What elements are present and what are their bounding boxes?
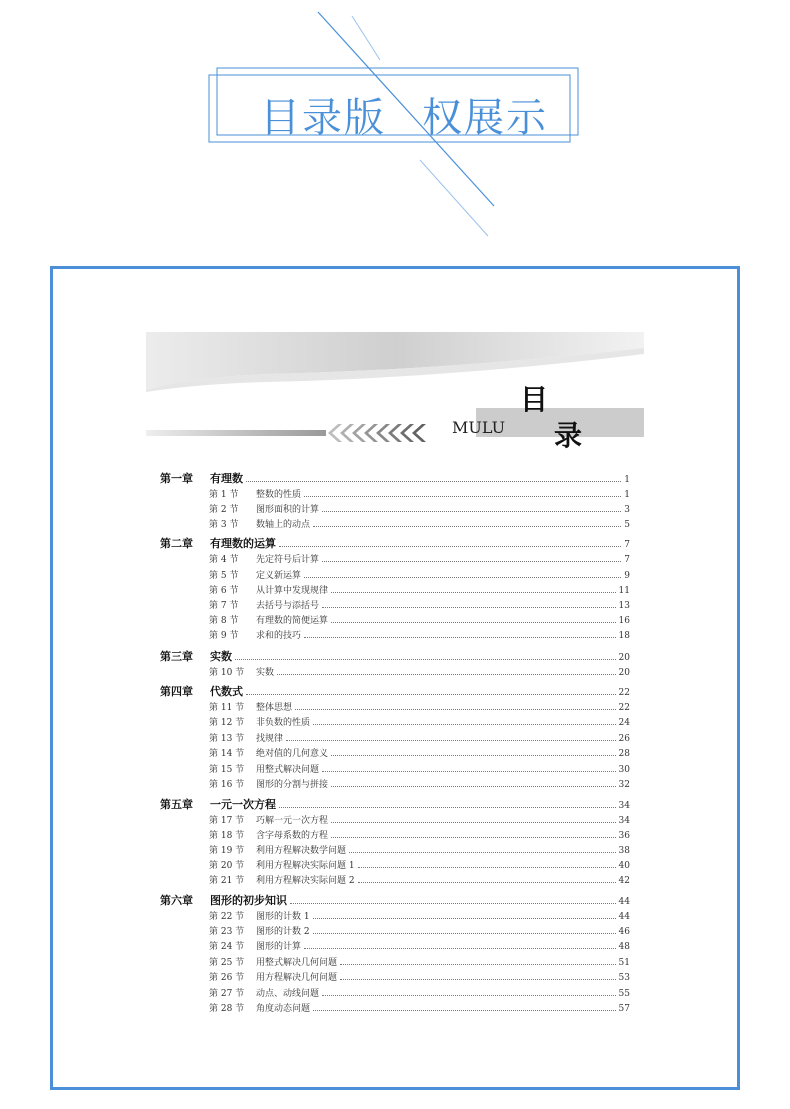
- toc-section-row: [209, 746, 630, 759]
- toc-leader-dots: [331, 785, 616, 787]
- toc-entry-number: 第 27 节: [209, 989, 245, 999]
- toc-page-number: 57: [618, 1004, 630, 1014]
- toc-leader-dots: [340, 963, 616, 965]
- toc-entry-title: 有理数: [210, 472, 243, 485]
- toc-section-row: [209, 731, 630, 744]
- title-left: 目录版: [260, 95, 386, 141]
- toc-leader-dots: [340, 978, 616, 980]
- toc-entry-title: 从计算中发现规律: [256, 586, 329, 596]
- toc-entry-title: 巧解一元一次方程: [256, 816, 329, 826]
- toc-entry-number: 第五章: [160, 798, 193, 811]
- toc-page-number: 32: [618, 780, 630, 790]
- toc-page-number: 1: [624, 490, 630, 500]
- toc-page-number: 1: [624, 475, 630, 485]
- toc-leader-dots: [322, 560, 621, 562]
- toc-leader-dots: [279, 545, 621, 547]
- toc-entry-title: 先定符号后计算: [256, 555, 320, 565]
- toc-entry-number: 第 17 节: [209, 816, 245, 826]
- toc-entry-title: 整数的性质: [256, 490, 302, 500]
- toc-entry-title: 图形的计数 1: [256, 912, 310, 922]
- toc-section-row: [209, 873, 630, 886]
- toc-section-row: [209, 955, 630, 968]
- toc-leader-dots: [286, 739, 616, 741]
- toc-section-row: [209, 909, 630, 922]
- toc-chapter-row: [160, 683, 630, 699]
- toc-entry-number: 第 24 节: [209, 942, 245, 952]
- toc-section-row: [209, 552, 630, 565]
- toc-entry-title: 实数: [256, 668, 275, 678]
- toc-entry-number: 第二章: [160, 537, 193, 550]
- toc-leader-dots: [290, 902, 616, 904]
- toc-page-number: 30: [618, 765, 630, 775]
- toc-entry-title: 有理数的简便运算: [256, 616, 329, 626]
- toc-page-number: 3: [624, 505, 630, 515]
- toc-entry-number: 第六章: [160, 894, 193, 907]
- toc-leader-dots: [313, 932, 616, 934]
- toc-section-row: [209, 598, 630, 611]
- toc-page-number: 20: [618, 668, 630, 678]
- toc-page-number: 13: [618, 601, 630, 611]
- toc-entry-number: 第 23 节: [209, 927, 245, 937]
- toc-chapter-row: [160, 648, 630, 664]
- toc-section-row: [209, 715, 630, 728]
- toc-entry-title: 图形的初步知识: [210, 894, 287, 907]
- toc-entry-title: 一元一次方程: [210, 798, 276, 811]
- toc-entry-number: 第 1 节: [209, 490, 239, 500]
- toc-entry-number: 第 12 节: [209, 718, 245, 728]
- toc-chapter-row: [160, 796, 630, 812]
- toc-entry-number: 第 2 节: [209, 505, 239, 515]
- toc-page-number: 40: [618, 861, 630, 871]
- toc-entry-title: 实数: [210, 650, 232, 663]
- toc-section-row: [209, 986, 630, 999]
- toc-leader-dots: [331, 836, 616, 838]
- toc-section-row: [209, 762, 630, 775]
- toc-entry-number: 第 9 节: [209, 631, 239, 641]
- toc-entry-title: 有理数的运算: [210, 537, 276, 550]
- toc-entry-title: 图形面积的计算: [256, 505, 320, 515]
- toc-section-row: [209, 970, 630, 983]
- toc-leader-dots: [313, 525, 621, 527]
- toc-section-row: [209, 487, 630, 500]
- toc-entry-title: 非负数的性质: [256, 718, 311, 728]
- toc-entry-number: 第 10 节: [209, 668, 245, 678]
- toc-chapter-row: [160, 470, 630, 486]
- toc-entry-title: 找规律: [256, 734, 284, 744]
- toc-entry-title: 代数式: [210, 685, 243, 698]
- toc-page-number: 44: [618, 912, 630, 922]
- toc-leader-dots: [277, 673, 616, 675]
- diagonal-line: [420, 160, 488, 236]
- toc-leader-dots: [246, 480, 621, 482]
- toc-section-row: [209, 613, 630, 626]
- toc-page-number: 51: [618, 958, 630, 968]
- toc-leader-dots: [304, 947, 616, 949]
- toc-entry-number: 第 11 节: [209, 703, 245, 713]
- toc-entry-number: 第一章: [160, 472, 193, 485]
- toc-leader-dots: [313, 723, 616, 725]
- toc-page-number: 22: [618, 688, 630, 698]
- toc-section-row: [209, 1001, 630, 1014]
- toc-page-number: 20: [618, 653, 630, 663]
- toc-entry-title: 动点、动线问题: [256, 989, 320, 999]
- toc-leader-dots: [304, 636, 616, 638]
- toc-section-row: [209, 583, 630, 596]
- toc-page-number: 28: [618, 749, 630, 759]
- toc-entry-number: 第 28 节: [209, 1004, 245, 1014]
- toc-leader-dots: [331, 591, 616, 593]
- toc-page-number: 9: [624, 571, 630, 581]
- toc-section-row: [209, 777, 630, 790]
- title-right: 权展示: [422, 95, 548, 141]
- toc-section-row: [209, 843, 630, 856]
- toc-entry-title: 利用方程解决数学问题: [256, 846, 347, 856]
- toc-section-row: [209, 502, 630, 515]
- toc-page-number: 5: [624, 520, 630, 530]
- toc-leader-dots: [322, 770, 616, 772]
- toc-entry-title: 用方程解决几何问题: [256, 973, 338, 983]
- toc-page-number: 42: [618, 876, 630, 886]
- toc-section-row: [209, 858, 630, 871]
- toc-page-number: 36: [618, 831, 630, 841]
- toc-section-row: [209, 939, 630, 952]
- toc-entry-number: 第 21 节: [209, 876, 245, 886]
- toc-entry-number: 第 13 节: [209, 734, 245, 744]
- toc-leader-dots: [358, 881, 616, 883]
- toc-page-number: 24: [618, 718, 630, 728]
- toc-entry-title: 图形的分割与拼接: [256, 780, 329, 790]
- toc-entry-number: 第 20 节: [209, 861, 245, 871]
- toc-section-row: [209, 924, 630, 937]
- toc-entry-number: 第 8 节: [209, 616, 239, 626]
- toc-entry-number: 第 5 节: [209, 571, 239, 581]
- toc-page-number: 7: [624, 555, 630, 565]
- toc-entry-title: 含字母系数的方程: [256, 831, 329, 841]
- toc-leader-dots: [322, 606, 616, 608]
- toc-entry-title: 用整式解决问题: [256, 765, 320, 775]
- page-title: [216, 76, 570, 141]
- toc-entry-title: 绝对值的几何意义: [256, 749, 329, 759]
- toc-page-number: 34: [618, 816, 630, 826]
- toc-entry-number: 第 14 节: [209, 749, 245, 759]
- toc-chapter-row: [160, 535, 630, 551]
- toc-entry-title: 利用方程解决实际问题 1: [256, 861, 355, 871]
- toc-entry-number: 第 26 节: [209, 973, 245, 983]
- toc-entry-number: 第四章: [160, 685, 193, 698]
- toc-page-number: 7: [624, 540, 630, 550]
- toc-page-number: 48: [618, 942, 630, 952]
- chevron-icons: [328, 424, 426, 442]
- banner-char-lu: 录: [554, 419, 583, 452]
- toc-page-number: 55: [618, 989, 630, 999]
- toc-leader-dots: [246, 693, 616, 695]
- toc-entry-title: 去括号与添括号: [256, 601, 320, 611]
- toc-entry-title: 角度动态问题: [256, 1004, 311, 1014]
- toc-page-number: 26: [618, 734, 630, 744]
- toc-page-number: 44: [618, 897, 630, 907]
- toc-entry-number: 第 15 节: [209, 765, 245, 775]
- toc-section-row: [209, 568, 630, 581]
- toc-entry-title: 整体思想: [256, 703, 293, 713]
- toc-section-row: [209, 700, 630, 713]
- toc-page-number: 18: [618, 631, 630, 641]
- banner-char-mu: 目: [520, 383, 549, 416]
- toc-entry-number: 第 25 节: [209, 958, 245, 968]
- toc-page-number: 38: [618, 846, 630, 856]
- toc-section-row: [209, 813, 630, 826]
- toc-section-row: [209, 828, 630, 841]
- toc-entry-number: 第 6 节: [209, 586, 239, 596]
- toc-entry-title: 求和的技巧: [256, 631, 302, 641]
- toc-leader-dots: [304, 576, 621, 578]
- toc-leader-dots: [313, 917, 616, 919]
- toc-page-number: 53: [618, 973, 630, 983]
- toc-entry-number: 第 4 节: [209, 555, 239, 565]
- toc-entry-number: 第 3 节: [209, 520, 239, 530]
- toc-entry-number: 第 19 节: [209, 846, 245, 856]
- toc-leader-dots: [358, 866, 616, 868]
- toc-section-row: [209, 628, 630, 641]
- toc-page-number: 16: [618, 616, 630, 626]
- toc-page-number: 22: [618, 703, 630, 713]
- toc-section-row: [209, 517, 630, 530]
- toc-leader-dots: [349, 851, 616, 853]
- mulu-label: MULU: [452, 418, 506, 437]
- toc-leader-dots: [322, 994, 616, 996]
- toc-page-number: 11: [618, 586, 630, 596]
- toc-entry-title: 用整式解决几何问题: [256, 958, 338, 968]
- toc-leader-dots: [304, 495, 621, 497]
- toc-leader-dots: [295, 708, 616, 710]
- toc-entry-number: 第 18 节: [209, 831, 245, 841]
- toc-entry-number: 第 7 节: [209, 601, 239, 611]
- toc-entry-title: 图形的计算: [256, 942, 302, 952]
- toc-leader-dots: [322, 510, 621, 512]
- toc-page-number: 34: [618, 801, 630, 811]
- toc-chapter-row: [160, 892, 630, 908]
- toc-leader-dots: [331, 821, 616, 823]
- toc-leader-dots: [279, 806, 616, 808]
- toc-entry-number: 第三章: [160, 650, 193, 663]
- banner-stripe: [146, 430, 326, 436]
- toc-entry-title: 数轴上的动点: [256, 520, 311, 530]
- toc-page-number: 46: [618, 927, 630, 937]
- toc-entry-number: 第 16 节: [209, 780, 245, 790]
- toc-leader-dots: [235, 658, 616, 660]
- toc-leader-dots: [331, 754, 616, 756]
- toc-entry-title: 利用方程解决实际问题 2: [256, 876, 355, 886]
- toc-entry-title: 图形的计数 2: [256, 927, 310, 937]
- toc-entry-title: 定义新运算: [256, 571, 302, 581]
- toc-leader-dots: [331, 621, 616, 623]
- toc-entry-number: 第 22 节: [209, 912, 245, 922]
- toc-section-row: [209, 665, 630, 678]
- toc-leader-dots: [313, 1009, 616, 1011]
